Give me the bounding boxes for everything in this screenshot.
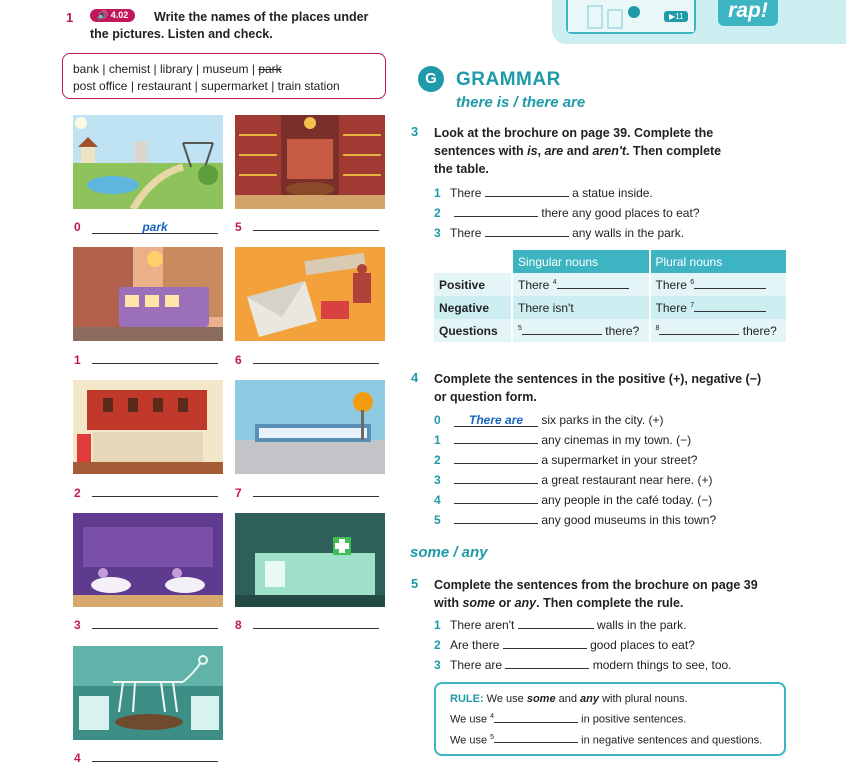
instruction-line: or question form. bbox=[434, 390, 537, 404]
word-restaurant: restaurant bbox=[137, 79, 192, 93]
text: and bbox=[563, 144, 593, 158]
item-text: any people in the café today. (−) bbox=[541, 493, 713, 507]
text: with plural nouns. bbox=[599, 693, 688, 705]
picture-label-1 bbox=[74, 353, 224, 367]
picture-label-6 bbox=[235, 353, 385, 367]
picture-museum bbox=[73, 646, 223, 740]
exercise-3-item-2 bbox=[434, 206, 700, 220]
instruction-line: Look at the brochure on page 39. Complete the bbox=[434, 126, 714, 140]
exercise-3-item-3 bbox=[434, 226, 684, 240]
cell-text: There bbox=[655, 277, 687, 292]
picture-train-station bbox=[73, 247, 223, 341]
cell-text: There bbox=[655, 300, 687, 315]
exercise-4-instruction bbox=[434, 370, 814, 406]
table-cell bbox=[650, 273, 786, 296]
word-separator: | bbox=[102, 62, 106, 76]
instruction-line: Complete the sentences from the brochure on page 39 bbox=[434, 578, 758, 592]
text: We use bbox=[450, 713, 491, 726]
table-row-negative bbox=[434, 296, 786, 319]
answer-blank[interactable] bbox=[454, 453, 538, 464]
table-header-empty bbox=[434, 250, 512, 273]
item-text: there any good places to eat? bbox=[541, 206, 700, 220]
answer-blank[interactable] bbox=[454, 206, 538, 217]
word-post-office: post office bbox=[73, 79, 128, 93]
blank-number: 5 bbox=[518, 324, 522, 332]
picture-number: 1 bbox=[74, 353, 81, 367]
item-number: 2 bbox=[434, 453, 441, 467]
answer-blank[interactable] bbox=[454, 433, 538, 444]
picture-label-4 bbox=[74, 751, 224, 765]
text: We use bbox=[486, 693, 527, 705]
answer-blank[interactable] bbox=[454, 493, 538, 504]
picture-park bbox=[73, 115, 223, 209]
blank-number: 5 bbox=[490, 733, 495, 741]
answer-blank[interactable] bbox=[253, 220, 379, 231]
picture-number: 3 bbox=[74, 618, 81, 632]
item-text: Are there bbox=[450, 638, 500, 652]
exercise-3-item-1 bbox=[434, 186, 653, 200]
word-supermarket: supermarket bbox=[201, 79, 268, 93]
exercise-3-number: 3 bbox=[411, 124, 419, 139]
text: . Then complete bbox=[625, 144, 722, 158]
answer-blank[interactable] bbox=[694, 278, 766, 289]
item-number: 0 bbox=[434, 413, 441, 427]
word-library: library bbox=[160, 62, 193, 76]
answer-blank[interactable] bbox=[253, 618, 379, 629]
item-number: 3 bbox=[434, 226, 441, 240]
table-row-positive bbox=[434, 273, 786, 296]
exercise-1-instruction: Write the names of the places under bbox=[154, 10, 369, 24]
text: and bbox=[555, 693, 581, 705]
table-header-plural: Plural nouns bbox=[650, 250, 786, 273]
exercise-4-item-5 bbox=[434, 513, 716, 527]
picture-number: 4 bbox=[74, 751, 81, 765]
picture-restaurant bbox=[73, 513, 223, 607]
keyword-some: some bbox=[462, 596, 496, 610]
table-cell bbox=[512, 273, 650, 296]
picture-label-8 bbox=[235, 618, 385, 632]
item-number: 1 bbox=[434, 186, 441, 200]
item-text: six parks in the city. (+) bbox=[541, 413, 664, 427]
answer-blank[interactable] bbox=[522, 324, 602, 335]
answer-blank[interactable] bbox=[454, 513, 538, 524]
picture-label-3 bbox=[74, 618, 224, 632]
exercise-5-item-3 bbox=[434, 658, 732, 672]
item-text: There aren't bbox=[450, 618, 515, 632]
exercise-4-item-4 bbox=[434, 493, 712, 507]
cell-text: there? bbox=[742, 323, 777, 338]
answer-blank[interactable] bbox=[557, 278, 629, 289]
answer-blank[interactable] bbox=[92, 486, 218, 497]
picture-label-5 bbox=[235, 220, 385, 234]
text: with bbox=[434, 596, 463, 610]
item-text: good places to eat? bbox=[590, 638, 695, 652]
exercise-1-number: 1 bbox=[66, 10, 74, 25]
item-number: 1 bbox=[434, 433, 441, 447]
grammar-title: GRAMMAR bbox=[456, 69, 561, 90]
text: in negative sentences and questions. bbox=[581, 734, 763, 747]
picture-label-0 bbox=[74, 220, 224, 234]
picture-number: 7 bbox=[235, 486, 242, 500]
item-number: 5 bbox=[434, 513, 441, 527]
answer-blank[interactable] bbox=[494, 712, 578, 723]
answer-blank[interactable] bbox=[505, 658, 589, 669]
table-header-row bbox=[434, 250, 786, 273]
text: We use bbox=[450, 734, 491, 747]
picture-supermarket bbox=[235, 380, 385, 474]
exercise-5-item-2 bbox=[434, 638, 695, 652]
table-row-questions bbox=[434, 319, 786, 342]
picture-number: 6 bbox=[235, 353, 242, 367]
text: , bbox=[537, 144, 545, 158]
item-text: There bbox=[450, 186, 482, 200]
exercise-4-item-3 bbox=[434, 473, 712, 487]
item-text: any good museums in this town? bbox=[541, 513, 717, 527]
answer-blank[interactable] bbox=[485, 226, 569, 237]
table-cell bbox=[650, 296, 786, 319]
item-text: modern things to see, too. bbox=[592, 658, 732, 672]
answer-blank[interactable] bbox=[485, 186, 569, 197]
text: sentences with bbox=[434, 144, 528, 158]
item-text: a supermarket in your street? bbox=[541, 453, 698, 467]
answer-blank[interactable]: There are bbox=[454, 413, 538, 427]
instruction-line bbox=[434, 594, 814, 612]
word-separator: | bbox=[196, 62, 200, 76]
item-text: any walls in the park. bbox=[572, 226, 685, 240]
rule-line-2 bbox=[450, 708, 770, 729]
item-text: walls in the park. bbox=[597, 618, 687, 632]
instruction-line bbox=[434, 142, 794, 160]
answer-blank[interactable] bbox=[494, 732, 578, 743]
answer-blank[interactable] bbox=[92, 618, 218, 629]
keyword-any: any bbox=[514, 596, 537, 610]
keyword-arent: aren't bbox=[592, 144, 626, 158]
table-cell bbox=[650, 319, 786, 342]
audio-track-badge[interactable]: 🔊 4.02 bbox=[90, 9, 135, 22]
item-text: There are bbox=[450, 658, 503, 672]
grammar-subtitle: there is / there are bbox=[456, 94, 586, 111]
row-label: Positive bbox=[434, 273, 512, 296]
keyword-some: some bbox=[526, 693, 556, 705]
answer-blank[interactable] bbox=[659, 324, 739, 335]
word-box bbox=[62, 53, 386, 99]
exercise-4-item-0 bbox=[434, 413, 664, 427]
rap-label: rap! bbox=[718, 0, 778, 26]
rule-box bbox=[434, 682, 786, 756]
answer-blank[interactable] bbox=[253, 353, 379, 364]
word-separator: | bbox=[271, 79, 275, 93]
video-play-badge[interactable]: ▶11 bbox=[664, 11, 688, 22]
table-header-singular: Singular nouns bbox=[512, 250, 650, 273]
picture-number: 2 bbox=[74, 486, 81, 500]
blank-number: 4 bbox=[552, 278, 557, 286]
blank-number: 8 bbox=[655, 324, 660, 332]
blank-number: 4 bbox=[490, 713, 495, 720]
grammar-icon: G bbox=[418, 66, 444, 92]
word-train-station: train station bbox=[277, 79, 340, 93]
text: in positive sentences. bbox=[581, 713, 687, 726]
picture-number: 5 bbox=[235, 220, 242, 234]
word-separator: | bbox=[251, 62, 255, 76]
word-museum: museum bbox=[202, 62, 249, 76]
cell-text: there? bbox=[605, 323, 640, 338]
exercise-5-item-1 bbox=[434, 618, 686, 632]
text: or bbox=[495, 596, 515, 610]
picture-chemist bbox=[235, 513, 385, 607]
word-chemist: chemist bbox=[108, 62, 151, 76]
row-label: Questions bbox=[434, 319, 512, 342]
keyword-is: is bbox=[527, 144, 538, 158]
answer-blank[interactable] bbox=[454, 473, 538, 484]
exercise-5-instruction bbox=[434, 576, 814, 612]
item-text: any cinemas in my town. (−) bbox=[541, 433, 692, 447]
rule-line-1 bbox=[450, 690, 770, 708]
rule-line-3 bbox=[450, 729, 770, 750]
picture-library bbox=[235, 115, 385, 209]
word-separator: | bbox=[153, 62, 157, 76]
instruction-line: Complete the sentences in the positive (+), negative (−) bbox=[434, 372, 762, 386]
blank-number: 7 bbox=[690, 301, 695, 309]
item-text: a statue inside. bbox=[572, 186, 653, 200]
rule-label: RULE: bbox=[450, 693, 484, 705]
word-separator: | bbox=[194, 79, 198, 93]
picture-number: 8 bbox=[235, 618, 242, 632]
row-label: Negative bbox=[434, 296, 512, 319]
instruction-line: the table. bbox=[434, 162, 489, 176]
item-number: 2 bbox=[434, 638, 441, 652]
answer-blank[interactable] bbox=[253, 486, 379, 497]
answer-blank[interactable] bbox=[503, 638, 587, 649]
item-number: 4 bbox=[434, 493, 441, 507]
picture-bank bbox=[73, 380, 223, 474]
exercise-1-instruction-2: the pictures. Listen and check. bbox=[90, 27, 273, 41]
some-any-heading: some / any bbox=[410, 544, 488, 561]
grammar-table bbox=[434, 250, 786, 342]
word-bank: bank bbox=[73, 62, 100, 76]
exercise-5-number: 5 bbox=[411, 576, 419, 591]
answer-blank[interactable] bbox=[694, 301, 766, 312]
picture-number: 0 bbox=[74, 220, 81, 234]
answer-blank[interactable]: park bbox=[92, 220, 218, 234]
item-number: 2 bbox=[434, 206, 441, 220]
keyword-are: are bbox=[544, 144, 564, 158]
exercise-4-number: 4 bbox=[411, 370, 419, 385]
exercise-4-item-2 bbox=[434, 453, 697, 467]
exercise-3-instruction bbox=[434, 124, 794, 178]
picture-label-2 bbox=[74, 486, 224, 500]
exercise-4-item-1 bbox=[434, 433, 691, 447]
answer-blank[interactable] bbox=[518, 618, 594, 629]
word-park: park bbox=[258, 62, 282, 76]
word-box-row-2 bbox=[73, 78, 375, 95]
answer-blank[interactable] bbox=[92, 353, 218, 364]
picture-post-office bbox=[235, 247, 385, 341]
text: . Then complete the rule. bbox=[536, 596, 684, 610]
cell-text: There bbox=[518, 277, 550, 292]
item-text: a great restaurant near here. (+) bbox=[541, 473, 713, 487]
answer-blank[interactable] bbox=[92, 751, 218, 762]
table-cell: There isn't bbox=[512, 296, 650, 319]
word-separator: | bbox=[130, 79, 134, 93]
table-cell bbox=[512, 319, 650, 342]
blank-number: 6 bbox=[690, 278, 695, 286]
item-number: 3 bbox=[434, 473, 441, 487]
item-number: 1 bbox=[434, 618, 441, 632]
word-box-row-1 bbox=[73, 61, 375, 78]
item-text: There bbox=[450, 226, 482, 240]
item-number: 3 bbox=[434, 658, 441, 672]
picture-label-7 bbox=[235, 486, 385, 500]
keyword-any: any bbox=[580, 693, 600, 705]
